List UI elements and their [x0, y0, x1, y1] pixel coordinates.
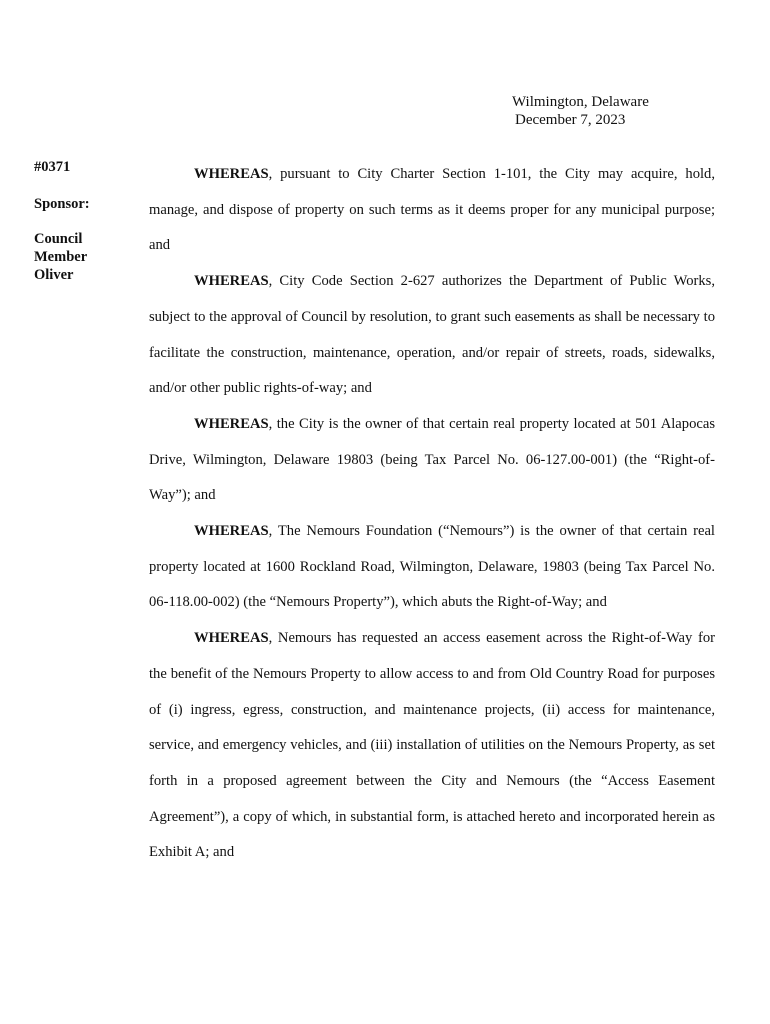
- header-date: December 7, 2023: [515, 112, 626, 128]
- whereas-paragraph-2: [149, 264, 715, 407]
- paragraph-text: , pursuant to City Charter Section 1-101, the City may acquire, hold, manage, and dispose of property on such terms as it deems proper for any municipal purpose; and: [149, 166, 715, 254]
- paragraph-text: , City Code Section 2-627 authorizes the Department of Public Works, subject to the approval of Council by resolution, to grant such easements as shall be necessary to facilitate the construction, maintenance, operation, and/or repair of streets, roads, sidewalks, and/or other public rights-of-way; and: [149, 273, 715, 397]
- resolution-sidebar: [34, 158, 124, 284]
- whereas-paragraph-4: [149, 514, 715, 621]
- paragraph-lead: WHEREAS: [194, 523, 269, 540]
- paragraph-text: , Nemours has requested an access easement across the Right-of-Way for the benefit of the Nemours Property to allow access to and from Old Country Road for purposes of (i) ingress, egress, construction, and maintenance projects, (ii) access for maintenance, service, and emergency vehicles, and (iii) installation of utilities on the Nemours Property, as set forth in a proposed agreement between the City and Nemours (the “Access Easement Agreement”), a copy of which, in substantial form, is attached hereto and incorporated herein as Exhibit A; and: [149, 630, 715, 861]
- paragraph-lead: WHEREAS: [194, 415, 269, 432]
- sponsor-name: Council Member Oliver: [34, 231, 87, 283]
- paragraph-lead: WHEREAS: [194, 630, 269, 647]
- resolution-number: #0371: [34, 159, 71, 175]
- whereas-paragraph-1: [149, 157, 715, 264]
- paragraph-text: , the City is the owner of that certain real property located at 501 Alapocas Drive, Wilmington, Delaware 19803 (being Tax Parcel No. 06-127.00-001) (the “Right-of-Way”); and: [149, 415, 715, 504]
- paragraph-lead: WHEREAS: [194, 166, 269, 182]
- whereas-paragraph-5: [149, 621, 715, 871]
- document-header: [512, 93, 649, 129]
- paragraph-text: , The Nemours Foundation (“Nemours”) is the owner of that certain real property located at 1600 Rockland Road, Wilmington, Delaware, 19803 (being Tax Parcel No. 06-118.00-002) (the “Nemours Property”), which abuts the Right-of-Way; and: [149, 523, 715, 611]
- paragraph-lead: WHEREAS: [194, 273, 269, 290]
- sponsor-label: Sponsor:: [34, 196, 90, 212]
- resolution-body: [149, 157, 715, 871]
- header-location: Wilmington, Delaware: [512, 94, 649, 110]
- whereas-paragraph-3: [149, 407, 715, 514]
